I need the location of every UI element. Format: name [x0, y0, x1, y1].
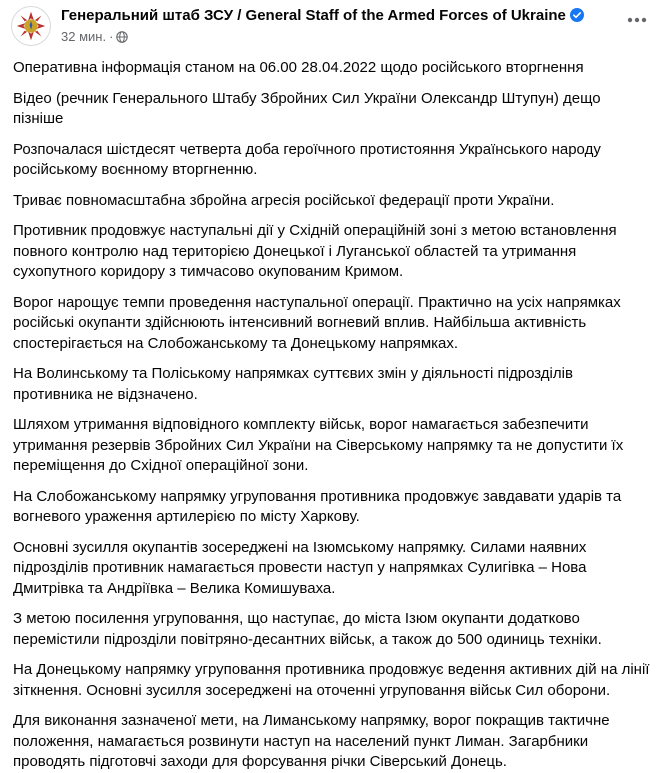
- globe-icon[interactable]: [116, 31, 128, 43]
- post-timestamp[interactable]: 32 мин.: [61, 29, 107, 44]
- post-paragraph: Відео (речник Генерального Штабу Збройних Сил України Олександр Штупун) дещо пізніше: [13, 89, 601, 127]
- post-text: [11, 58, 654, 773]
- post-header: [11, 0, 654, 58]
- post-paragraph: Для виконання зазначеної мети, на Лиманському напрямку, ворог покращив тактичне положення, намагається розвинути наступ на населений пункт Лиман. Загарбники проводять підготовчі заходи для форсування річки Сіверський Донець.: [13, 712, 610, 770]
- verified-badge-icon: [570, 8, 584, 22]
- general-staff-emblem-icon: [12, 7, 50, 45]
- post-paragraph: Ворог нарощує темпи проведення наступальної операції. Практично на усіх напрямках російські окупанти здійснюють інтенсивний вогневий вплив. Найбільша активність спостерігається на Слобожанському та Донецькому напрямках.: [13, 293, 621, 352]
- post-paragraph: Оперативна інформація станом на 06.00 28.04.2022 щодо російського вторгнення: [13, 59, 584, 76]
- post-paragraph: Шляхом утримання відповідного комплекту військ, ворог намагається забезпечити утримання резервів Збройних Сил України на Сіверському напрямку та не допустити їх переміщення до Східної операційної зони.: [13, 416, 624, 474]
- avatar[interactable]: [11, 6, 51, 46]
- post-paragraph: Розпочалася шістдесят четверта доба героїчного протистояння Українського народу російському воєнному вторгненню.: [13, 140, 601, 178]
- meta-separator: ·: [109, 29, 114, 44]
- more-options-button[interactable]: [622, 8, 652, 32]
- post-paragraph: З метою посилення угруповання, що наступає, до міста Ізюм окупанти додатково перемістили підрозділи повітряно-десантних військ, а також до 500 одиниць техніки.: [13, 610, 602, 648]
- post-paragraph: На Слобожанському напрямку угруповання противника продовжує завдавати ударів та вогневого ураження артилерією по місту Харкову.: [13, 487, 622, 525]
- post-meta: [61, 28, 128, 46]
- post-paragraph: Триває повномасштабна збройна агресія російської федерації проти України.: [13, 191, 555, 209]
- post-paragraph: Противник продовжує наступальні дії у Східній операційній зоні з метою встановлення повного контролю над територією Донецької і Луганської областей та утримання сухопутного коридору з тимчасово окупованим Кримом.: [13, 222, 617, 280]
- post-paragraph: Основні зусилля окупантів зосереджені на Ізюмському напрямку. Силами наявних підрозділів противник намагається провести наступ у напрямках Сулигівка – Нова Дмитрівка та Андріївка – Велика Комишуваха.: [13, 538, 587, 597]
- post-paragraph: На Волинському та Поліському напрямках суттєвих змін у діяльності підрозділів противника не відзначено.: [13, 365, 573, 403]
- post-paragraph: На Донецькому напрямку угруповання противника продовжує ведення активних дій на лінії зіткнення. Основні зусилля зосереджені на оточенні угруповання військ Сил оборони.: [13, 661, 650, 699]
- more-options-icon: [627, 17, 647, 23]
- author-name[interactable]: Генеральний штаб ЗСУ / General Staff of the Armed Forces of Ukraine: [61, 7, 566, 25]
- author-line: [61, 6, 584, 26]
